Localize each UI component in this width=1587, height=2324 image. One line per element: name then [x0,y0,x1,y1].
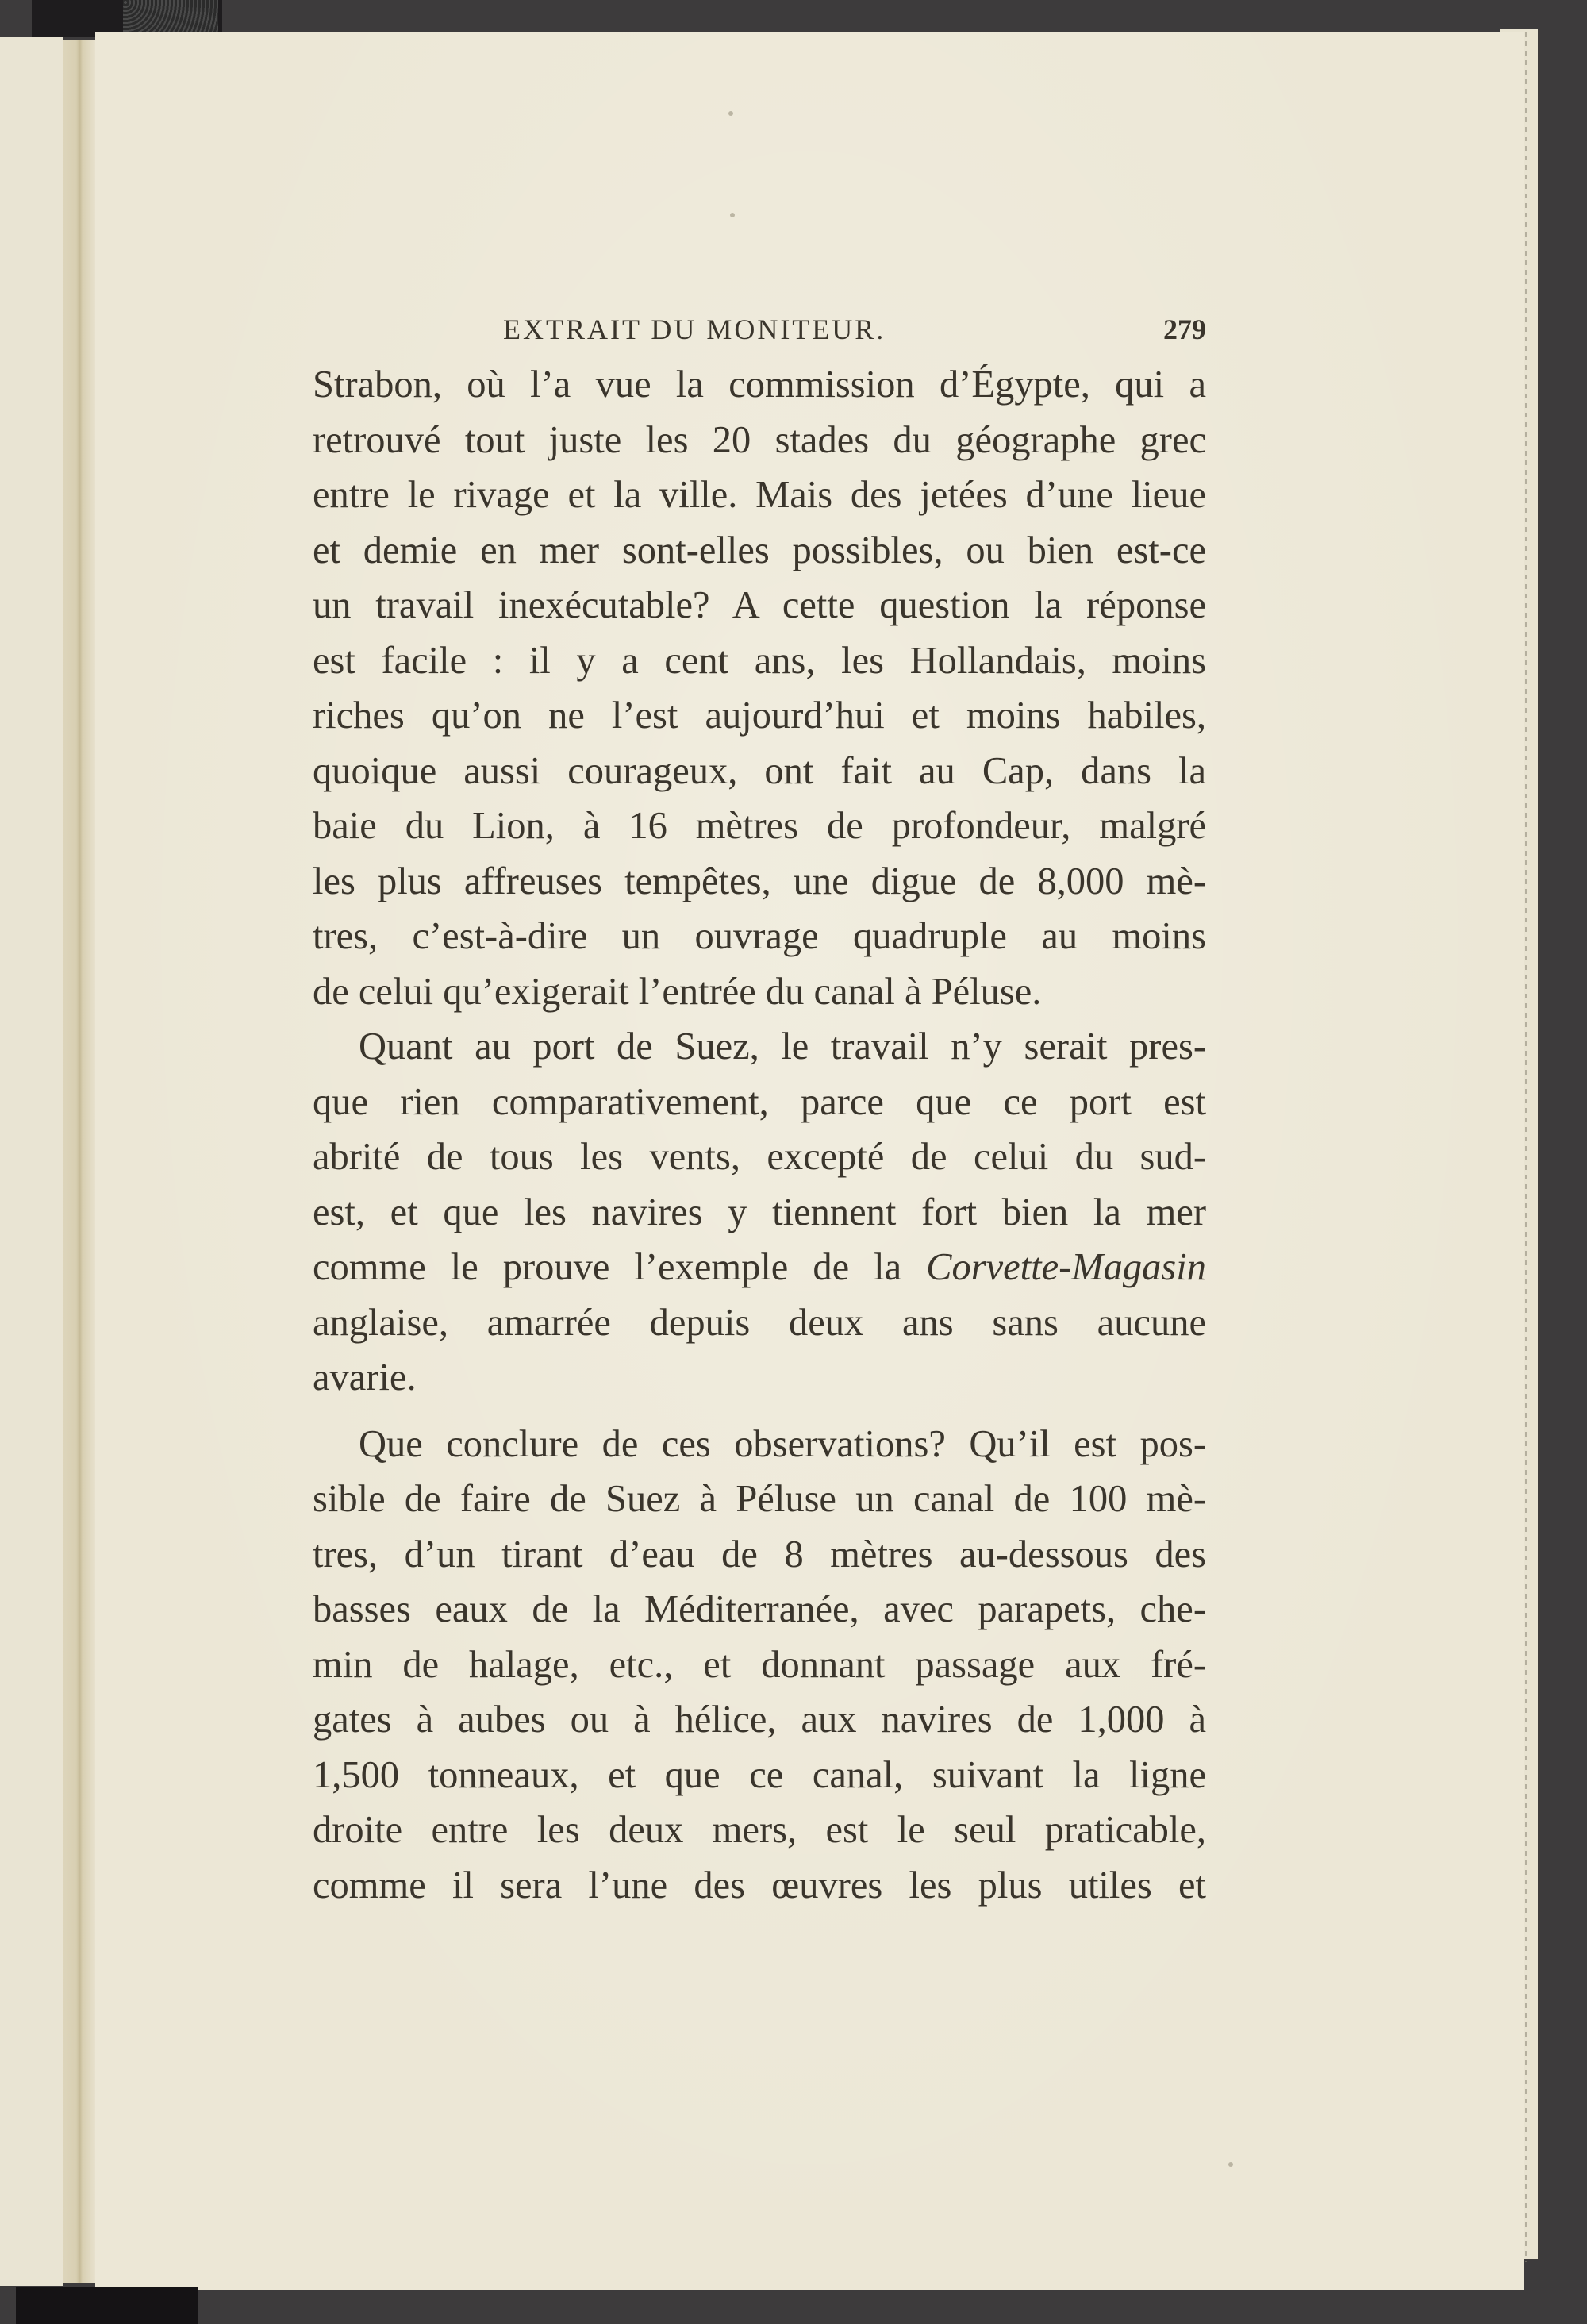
text-line: retrouvé tout juste les 20 stades du géographe grec [313,418,1206,461]
paragraph-2 [313,1019,1206,1406]
text-line: tres, d’un tirant d’eau de 8 mètres au-dessous des [313,1533,1206,1576]
text-line: gates à aubes ou à hélice, aux navires de 1,000 à [313,1699,1206,1741]
text-line [313,1240,1206,1295]
text-line: avarie. [313,1356,417,1399]
text-line: Strabon, où l’a vue la commission d’Égypte, qui a [313,364,1206,406]
facing-page-edge [0,37,63,2286]
paper-speck [730,213,735,217]
running-head-title: EXTRAIT DU MONITEUR. [503,314,886,345]
paragraph-3 [313,1417,1206,1914]
text-line: Quant au port de Suez, le travail n’y serait pres- [359,1025,1206,1068]
text-line: quoique aussi courageux, ont fait au Cap, dans la [313,749,1206,792]
binding-cloth [123,0,218,35]
paragraph-1 [313,357,1206,1019]
text-line: basses eaux de la Méditerranée, avec parapets, che- [313,1588,1206,1630]
text-line: min de halage, etc., et donnant passage aux fré- [313,1643,1206,1686]
text-line: abrité de tous les vents, excepté de celui du sud- [313,1136,1206,1178]
text-line: anglaise, amarrée depuis deux ans sans aucune [313,1301,1206,1344]
text-run: comme le prouve l’exemple de la [313,1246,927,1288]
text-line: est, et que les navires y tiennent fort bien la mer [313,1191,1206,1233]
paper-speck [1228,2162,1233,2167]
text-line: de celui qu’exigerait l’entrée du canal à Péluse. [313,970,1042,1013]
text-line: entre le rivage et la ville. Mais des jetées d’une lieue [313,474,1206,516]
text-line: sible de faire de Suez à Péluse un canal de 100 mè- [313,1478,1206,1520]
text-line: comme il sera l’une des œuvres les plus utiles et [313,1864,1206,1907]
text-line: tres, c’est-à-dire un ouvrage quadruple au moins [313,915,1206,957]
page-edge-line [1525,32,1527,2262]
text-line: que rien comparativement, parce que ce port est [313,1080,1206,1123]
text-line: les plus affreuses tempêtes, une digue de 8,000 mè- [313,860,1206,902]
text-line: Que conclure de ces observations? Qu’il est pos- [359,1422,1206,1465]
text-line: un travail inexécutable? A cette question la réponse [313,584,1206,626]
page-text [313,310,1206,1913]
text-line: droite entre les deux mers, est le seul praticable, [313,1809,1206,1851]
paper-speck [728,111,733,116]
text-line: est facile : il y a cent ans, les Hollandais, moins [313,639,1206,682]
running-head [313,310,1206,357]
book-binding-bottom [16,2287,198,2324]
text-line: 1,500 tonneaux, et que ce canal, suivant la ligne [313,1753,1206,1796]
text-line: riches qu’on ne l’est aujourd’hui et moins habiles, [313,695,1206,737]
page-number: 279 [1163,314,1206,345]
book-gutter [63,40,95,2283]
text-line: baie du Lion, à 16 mètres de profondeur, malgré [313,805,1206,847]
italic-ship-name: Corvette-Magasin [926,1246,1206,1288]
text-line: et demie en mer sont-elles possibles, ou bien est-ce [313,529,1206,571]
